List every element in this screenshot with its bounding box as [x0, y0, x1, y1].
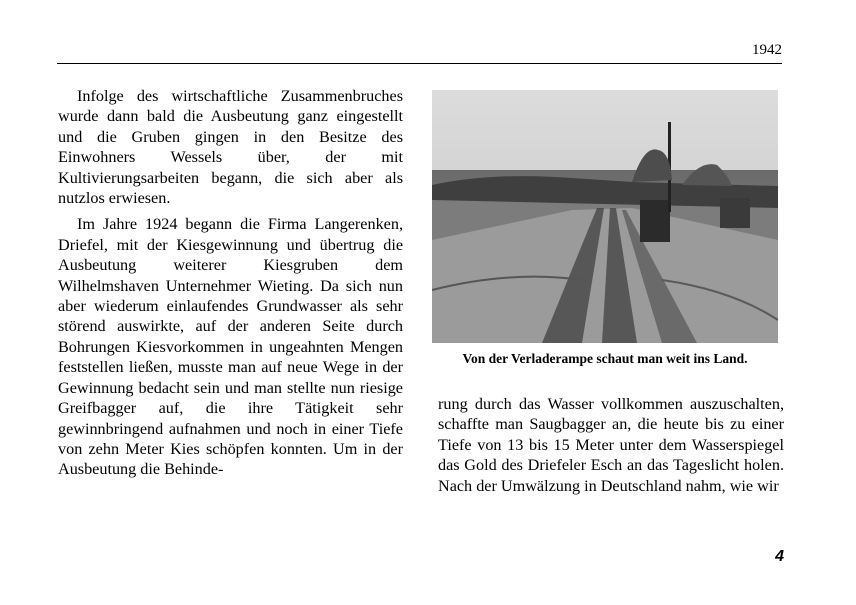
photo-caption: Von der Verladerampe schaut man weit ins Land.	[462, 351, 748, 366]
paragraph-2: Im Jahre 1924 begann die Firma Langerenken, Driefel, mit der Kiesgewinnung und übertrug die Ausbeutung weiterer Kiesgruben dem Wilhelmshaven Unternehmer Wieting. Da sich nun aber wiederum einlaufendes Grundwasser als sehr störend auswirkte, auf der anderen Seite durch Bohrungen Kiesvorkommen in ungeahnten Mengen feststellen ließen, musste man auf neue Wege in der Gewinnung bedacht sein und man stellte nun riesige Greifbagger auf, die ihre Tätigkeit sehr gewinnbringend aufnahmen und noch in einer Tiefe von zehn Meter Kies schöpfen konnten. Um in der Ausbeutung die Behinde-	[58, 215, 403, 479]
right-column	[438, 394, 784, 502]
paragraph-1: Infolge des wirtschaftliche Zusammenbruches wurde dann bald die Ausbeutung ganz eingestellt und die Gruben gingen in den Besitze des Einwohners Wessels über, der mit Kultivierungsarbeiten begann, die sich aber als nutzlos erwiesen.	[58, 87, 403, 208]
header-year: 1942	[752, 42, 782, 58]
page-number: 4	[775, 548, 784, 565]
historic-photo	[432, 90, 778, 343]
left-column	[58, 86, 403, 486]
header-rule	[57, 63, 782, 64]
paragraph-3: rung durch das Wasser vollkommen auszuschalten, schaffte man Saugbagger an, die heute bis zu einer Tiefe von 13 bis 15 Meter unter dem Wasserspiegel das Gold des Driefeler Esch an das Tageslicht holen. Nach der Umwälzung in Deutschland nahm, wie wir	[438, 395, 784, 495]
photo-gravel-pit-rails-image	[432, 90, 778, 343]
